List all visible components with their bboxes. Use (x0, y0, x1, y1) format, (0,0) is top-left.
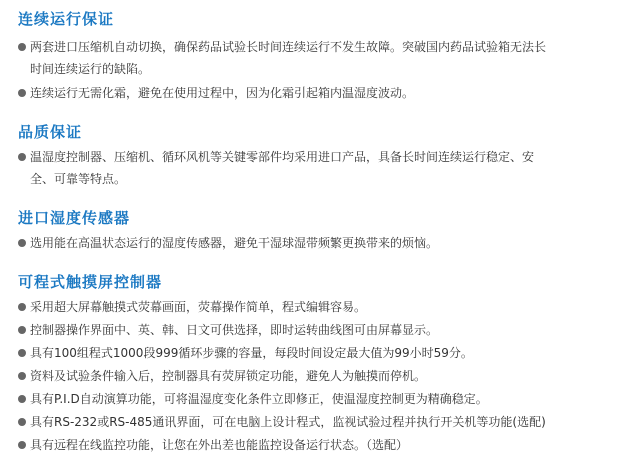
list-item-text: 两套进口压缩机自动切换，确保药品试验长时间连续运行不发生故障。突破国内药品试验箱无法长 (30, 40, 547, 54)
bullet-icon (18, 303, 26, 311)
list-item-text-continued: 全、可靠等特点。 (30, 172, 127, 186)
section-heading-touchscreen-controller: 可程式触摸屏控制器 (18, 273, 163, 291)
list-item-text: 选用能在高温状态运行的湿度传感器，避免干湿球湿带频繁更换带来的烦恼。 (30, 236, 439, 250)
list-item-text: 控制器操作界面中、英、韩、日文可供选择，即时运转曲线图可由屏幕显示。 (30, 323, 439, 337)
bullet-icon (18, 395, 26, 403)
list-item-text: 具有100组程式1000段999循环步骤的容量，每段时间设定最大值为99小时59分。 (30, 346, 473, 360)
list-item-text-continued: 时间连续运行的缺陷。 (30, 62, 151, 76)
list-item-text: 资料及试验条件输入后，控制器具有荧屏锁定功能，避免人为触摸而停机。 (30, 369, 427, 383)
bullet-icon (18, 418, 26, 426)
bullet-icon (18, 441, 26, 449)
section-heading-continuous-operation: 连续运行保证 (18, 10, 115, 28)
list-item-text: 具有RS-232或RS-485通讯界面，可在电脑上设计程式，监视试验过程并执行开关机等功能(选配) (30, 415, 546, 429)
list-item-text: 具有P.I.D自动演算功能，可将温湿度变化条件立即修正，使温湿度控制更为精确稳定。 (30, 392, 488, 406)
bullet-icon (18, 89, 26, 97)
bullet-icon (18, 239, 26, 247)
list-item-text: 具有远程在线监控功能，让您在外出差也能监控设备运行状态。（选配） (30, 438, 409, 452)
section-heading-imported-humidity-sensor: 进口湿度传感器 (18, 209, 131, 227)
bullet-icon (18, 372, 26, 380)
list-item-text: 采用超大屏幕触摸式荧幕画面，荧幕操作简单，程式编辑容易。 (30, 300, 367, 314)
bullet-icon (18, 153, 26, 161)
bullet-icon (18, 43, 26, 51)
bullet-icon (18, 349, 26, 357)
list-item-text: 连续运行无需化霜，避免在使用过程中，因为化霜引起箱内温湿度波动。 (30, 86, 415, 100)
section-heading-quality-assurance: 品质保证 (18, 123, 83, 141)
bullet-icon (18, 326, 26, 334)
list-item-text: 温湿度控制器、压缩机、循环风机等关键零部件均采用进口产品，具备长时间连续运行稳定、安 (30, 150, 535, 164)
